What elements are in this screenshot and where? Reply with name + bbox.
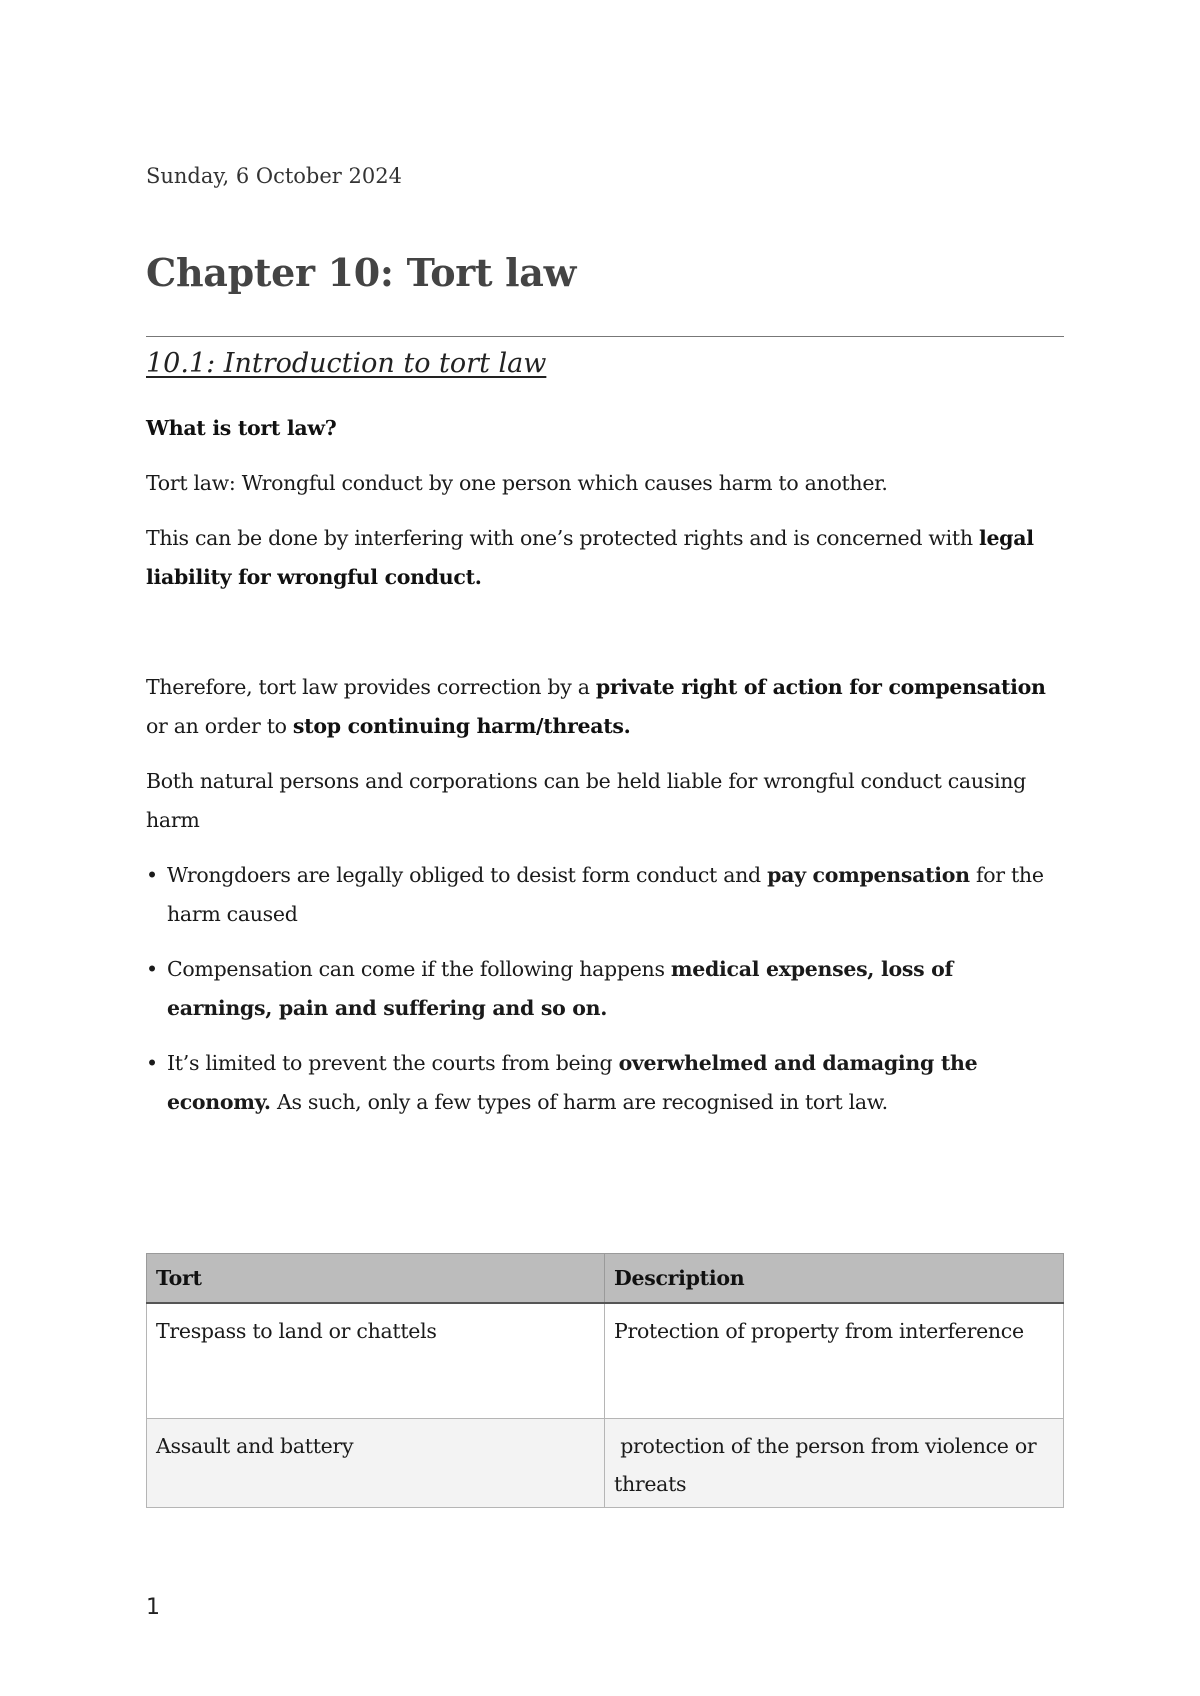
protected-rights-paragraph <box>146 519 1064 597</box>
question-text: What is tort law? <box>146 416 337 440</box>
table-row <box>147 1303 1064 1419</box>
liability-paragraph: Both natural persons and corporations can be held liable for wrongful conduct causing harm <box>146 769 1026 832</box>
table-cell-tort: Trespass to land or chattels <box>147 1303 605 1419</box>
definition-paragraph: Tort law: Wrongful conduct by one person which causes harm to another. <box>146 471 888 495</box>
bullet-text: As such, only a few types of harm are recognised in tort law. <box>270 1090 888 1114</box>
page-number: 1 <box>146 1595 160 1620</box>
title-divider <box>146 336 1064 337</box>
correction-paragraph <box>146 668 1064 746</box>
table-row <box>147 1419 1064 1508</box>
bullet-dot: • <box>146 1051 158 1075</box>
table-cell-description: protection of the person from violence or threats <box>605 1419 1064 1508</box>
bullet-dot: • <box>146 957 158 981</box>
bullet-dot: • <box>146 863 158 887</box>
date-line: Sunday, 6 October 2024 <box>146 164 402 188</box>
para2-bold-1: private right of action for compensation <box>595 675 1046 699</box>
para2-text-1: Therefore, tort law provides correction by a <box>146 675 596 699</box>
bullet-bold: pay compensation <box>767 863 970 887</box>
para2-bold-2: stop continuing harm/threats. <box>292 714 631 738</box>
table-header-tort: Tort <box>147 1254 605 1304</box>
bullet-bold: medical expenses, loss of earnings, pain and suffering and so on. <box>167 957 954 1020</box>
para2-text-2: or an order to <box>146 714 293 738</box>
bullet-item <box>146 856 1064 934</box>
bullet-item <box>146 950 1064 1028</box>
bullet-text: for the harm caused <box>167 863 1044 926</box>
bullet-text: Wrongdoers are legally obliged to desist form conduct and <box>167 863 768 887</box>
table-header-description: Description <box>605 1254 1064 1304</box>
bullet-text: It’s limited to prevent the courts from being <box>167 1051 619 1075</box>
question-heading <box>146 409 1064 448</box>
para1-bold: legal liability for wrongful conduct. <box>146 526 1034 589</box>
table-cell-description: Protection of property from interference <box>605 1303 1064 1419</box>
tort-table <box>146 1253 1064 1508</box>
table-cell-tort: Assault and battery <box>147 1419 605 1508</box>
bullet-text: Compensation can come if the following happens <box>167 957 671 981</box>
table-header-row <box>147 1254 1064 1304</box>
bullet-item <box>146 1044 1064 1122</box>
para1-text: This can be done by interfering with one’s protected rights and is concerned with <box>146 526 979 550</box>
bullet-bold: overwhelmed and damaging the economy. <box>167 1051 978 1114</box>
section-heading: 10.1: Introduction to tort law <box>146 348 547 379</box>
chapter-title: Chapter 10: Tort law <box>146 250 577 295</box>
